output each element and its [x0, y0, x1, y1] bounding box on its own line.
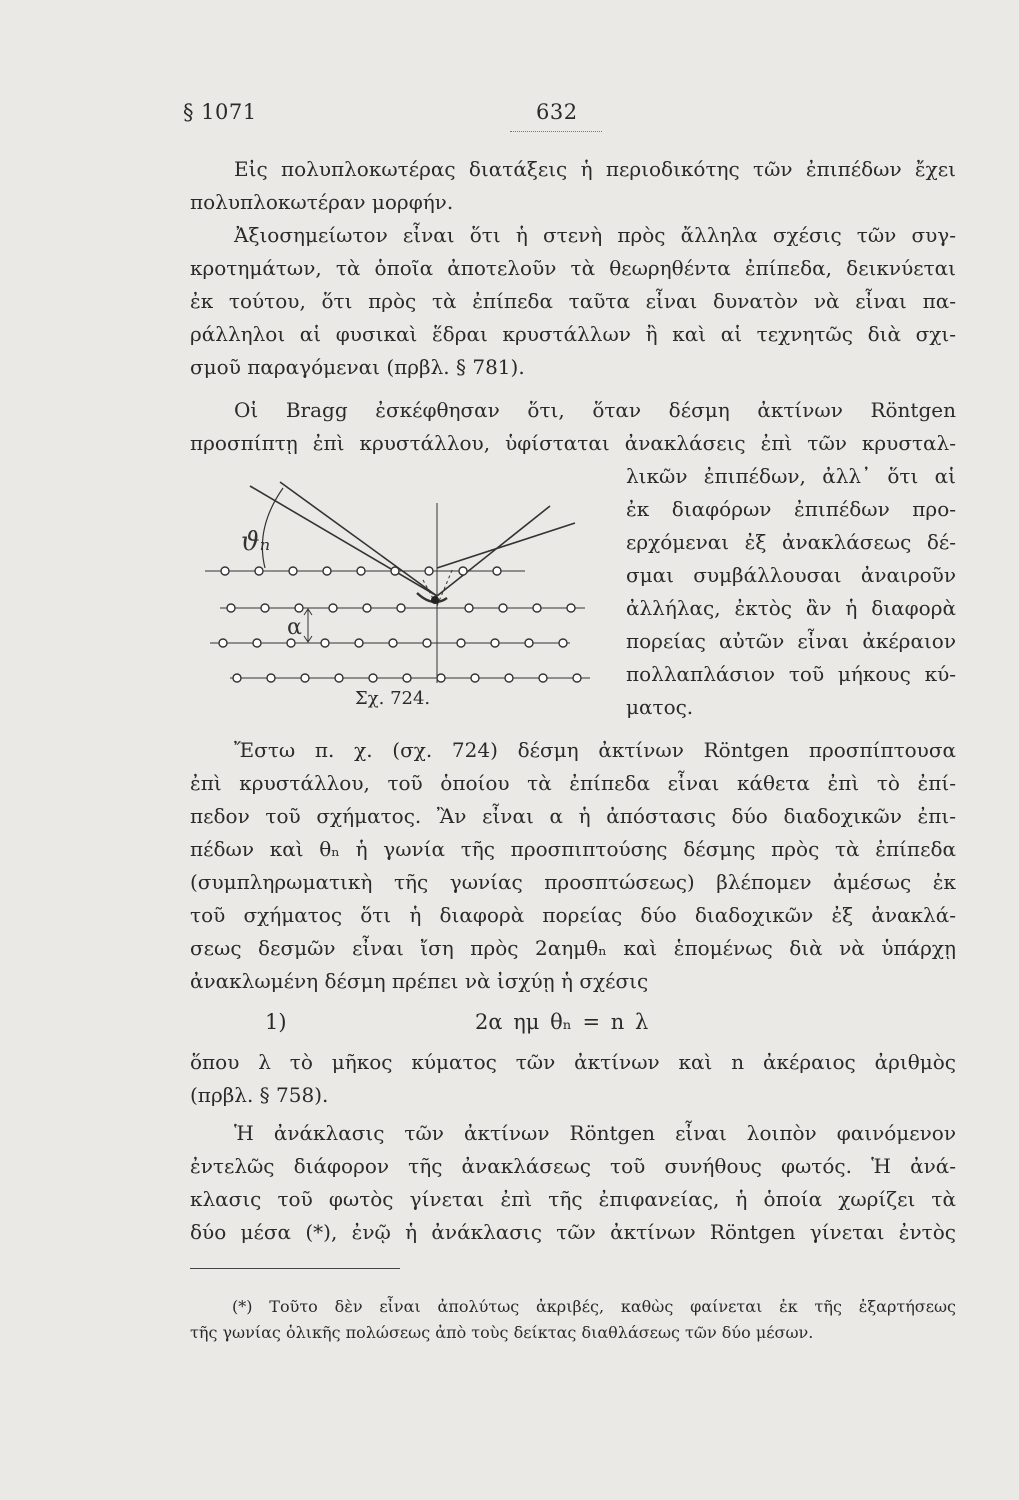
text-line: κλασις τοῦ φωτὸς γίνεται ἐπὶ τῆς ἐπιφανείας, ἡ ὁποία χωρίζει τὰ: [190, 1187, 956, 1211]
section-number: § 1071: [183, 100, 257, 124]
footnote-line: τῆς γωνίας ὁλικῆς πολώσεως ἀπὸ τοὺς δείκτας διαθλάσεως τῶν δύο μέσων.: [190, 1323, 814, 1342]
text-line: ἐκ τούτου, ὅτι πρὸς τὰ ἐπίπεδα ταῦτα εἶναι δυνατὸν νὰ εἶναι πα-: [190, 289, 956, 313]
text-line: ἐκ διαφόρων ἐπιπέδων προ-: [626, 497, 956, 521]
text-line: Ἀξιοσημείωτον εἶναι ὅτι ἡ στενὴ πρὸς ἄλληλα σχέσις τῶν συγ-: [234, 223, 956, 247]
reflection-point: [431, 596, 439, 604]
reflected-ray: [437, 506, 550, 596]
text-line: κροτημάτων, τὰ ὁποῖα ἀποτελοῦν τὰ θεωρηθέντα ἐπίπεδα, δεικνύεται: [190, 256, 956, 280]
text-line: ἐντελῶς διάφορον τῆς ἀνακλάσεως τοῦ συνήθους φωτός. Ἡ ἀνά-: [190, 1154, 956, 1178]
text-line: πέδων καὶ θₙ ἡ γωνία τῆς προσπιπτούσης δέσμης πρὸς τὰ ἐπίπεδα: [190, 837, 956, 861]
text-line: λικῶν ἐπιπέδων, ἀλλ᾽ ὅτι αἱ: [626, 464, 956, 488]
text-line: ἀνακλωμένη δέσμη πρέπει νὰ ἰσχύῃ ἡ σχέσις: [190, 969, 649, 993]
text-line: Οἱ Bragg ἐσκέφθησαν ὅτι, ὅταν δέσμη ἀκτίνων Röntgen: [234, 398, 956, 422]
theta-label: ϑₙ: [241, 527, 271, 557]
bragg-equation: 2α ημ θₙ = n λ: [475, 1010, 649, 1034]
text-line: δύο μέσα (*), ἐνῷ ἡ ἀνάκλασις τῶν ἀκτίνων Röntgen γίνεται ἐντὸς: [190, 1220, 956, 1244]
text-line: πολυπλοκωτέραν μορφήν.: [190, 190, 454, 214]
text-line: (πρβλ. § 758).: [190, 1083, 329, 1107]
text-line: ἀλλήλας, ἐκτὸς ἂν ἡ διαφορὰ: [626, 596, 956, 620]
incident-ray: [280, 482, 437, 596]
text-line: προσπίπτῃ ἐπὶ κρυστάλλου, ὑφίσταται ἀνακλάσεις ἐπὶ τῶν κρυσταλ-: [190, 431, 956, 455]
text-line: πορείας αὐτῶν εἶναι ἀκέραιον: [626, 629, 956, 653]
bragg-diffraction-figure: [195, 468, 605, 693]
equation-number: 1): [265, 1010, 287, 1034]
text-line: Ἡ ἀνάκλασις τῶν ἀκτίνων Röntgen εἶναι λοιπὸν φαινόμενον: [234, 1121, 956, 1145]
page-number: 632: [536, 100, 578, 124]
text-line: ἐπὶ κρυστάλλου, τοῦ ὁποίου τὰ ἐπίπεδα εἶναι κάθετα ἐπὶ τὸ ἐπί-: [190, 771, 956, 795]
text-line: ερχόμεναι ἐξ ἀνακλάσεως δέ-: [626, 530, 956, 554]
text-line: Εἰς πολυπλοκωτέρας διατάξεις ἡ περιοδικότης τῶν ἐπιπέδων ἔχει: [234, 157, 956, 181]
footnote-rule: [190, 1268, 400, 1269]
atom-lattice: [219, 567, 581, 682]
text-line: πεδον τοῦ σχήματος. Ἂν εἶναι α ἡ ἀπόστασις δύο διαδοχικῶν ἐπι-: [190, 804, 956, 828]
alpha-label: α: [287, 615, 302, 640]
incident-ray: [250, 486, 437, 596]
text-line: (συμπληρωματικὴ τῆς γωνίας προσπτώσεως) βλέπομεν ἀμέσως ἐκ: [190, 870, 956, 894]
header-rule: [510, 131, 602, 132]
reflected-ray: [437, 523, 575, 568]
figure-caption: Σχ. 724.: [355, 688, 431, 709]
text-line: ράλληλοι αἱ φυσικαὶ ἕδραι κρυστάλλων ἢ καὶ αἱ τεχνητῶς διὰ σχι-: [190, 322, 956, 346]
text-line: ματος.: [626, 695, 694, 719]
text-line: σμαι συμβάλλουσαι ἀναιροῦν: [626, 563, 956, 587]
text-line: σμοῦ παραγόμεναι (πρβλ. § 781).: [190, 355, 525, 379]
text-line: πολλαπλάσιον τοῦ μήκους κύ-: [626, 662, 956, 686]
text-line: Ἔστω π. χ. (σχ. 724) δέσμη ἀκτίνων Röntgen προσπίπτουσα: [234, 738, 956, 762]
footnote-line: (*) Τοῦτο δὲν εἶναι ἀπολύτως ἀκριβές, καθὼς φαίνεται ἐκ τῆς ἐξαρτήσεως: [232, 1297, 956, 1316]
text-line: σεως δεσμῶν εἶναι ἴση πρὸς 2αημθₙ καὶ ἑπομένως διὰ νὰ ὑπάρχῃ: [190, 936, 956, 960]
text-line: τοῦ σχήματος ὅτι ἡ διαφορὰ πορείας δύο διαδοχικῶν ἐξ ἀνακλά-: [190, 903, 956, 927]
text-line: ὅπου λ τὸ μῆκος κύματος τῶν ἀκτίνων καὶ n ἀκέραιος ἀριθμὸς: [190, 1050, 956, 1074]
